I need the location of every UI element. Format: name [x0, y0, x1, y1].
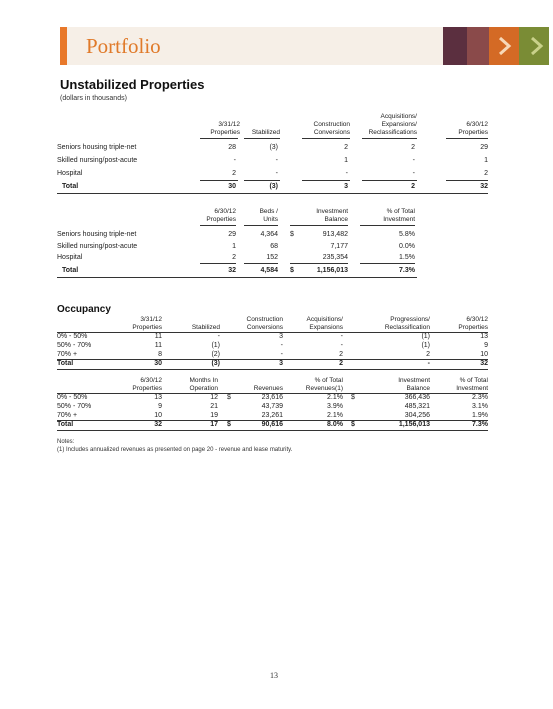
- notes-line: (1) Includes annualized revenues as presented on page 20 - revenue and lease maturity.: [57, 447, 293, 453]
- column-header: Revenues: [253, 385, 283, 392]
- column-header: Investment Balance: [316, 208, 348, 223]
- column-header: 6/30/12 Properties: [206, 208, 236, 223]
- accent-bar: [60, 27, 67, 65]
- decor-block-maroon: [467, 27, 489, 65]
- decor-block-plum: [443, 27, 467, 65]
- notes: [57, 438, 292, 454]
- page-number: 13: [270, 671, 278, 680]
- header-band: [60, 27, 549, 65]
- column-header: 6/30/12 Properties: [458, 121, 488, 136]
- column-header: Progressions/ Reclassification: [384, 316, 430, 331]
- chevron-right-icon: [526, 35, 548, 57]
- column-header: Stabilized: [191, 324, 220, 331]
- column-header: Acquisitions/ Expansions/ Reclassifications: [368, 113, 417, 136]
- column-header: Construction Conversions: [313, 121, 350, 136]
- column-header: % of Total Investment: [383, 208, 415, 223]
- column-header: Acquisitions/ Expansions: [306, 316, 343, 331]
- notes-title: Notes:: [57, 439, 75, 445]
- column-header: % of Total Investment: [456, 377, 488, 392]
- chevron-right-icon: [494, 35, 516, 57]
- column-header: % of Total Revenues(1): [305, 377, 343, 392]
- section-subtitle: (dollars in thousands): [60, 95, 127, 102]
- column-header: Investment Balance: [398, 377, 430, 392]
- column-header: Months In Operation: [189, 377, 218, 392]
- column-header: 6/30/12 Properties: [458, 316, 488, 331]
- column-header: 6/30/12 Properties: [132, 377, 162, 392]
- page-title: Portfolio: [86, 34, 161, 58]
- column-header: Construction Conversions: [246, 316, 283, 331]
- title-panel: [67, 27, 443, 65]
- section-title: Occupancy: [57, 304, 111, 315]
- column-header: 3/31/12 Properties: [210, 121, 240, 136]
- column-header: Beds / Units: [259, 208, 278, 223]
- column-header: Stabilized: [251, 129, 280, 136]
- section-title: Unstabilized Properties: [60, 77, 205, 92]
- column-header: 3/31/12 Properties: [132, 316, 162, 331]
